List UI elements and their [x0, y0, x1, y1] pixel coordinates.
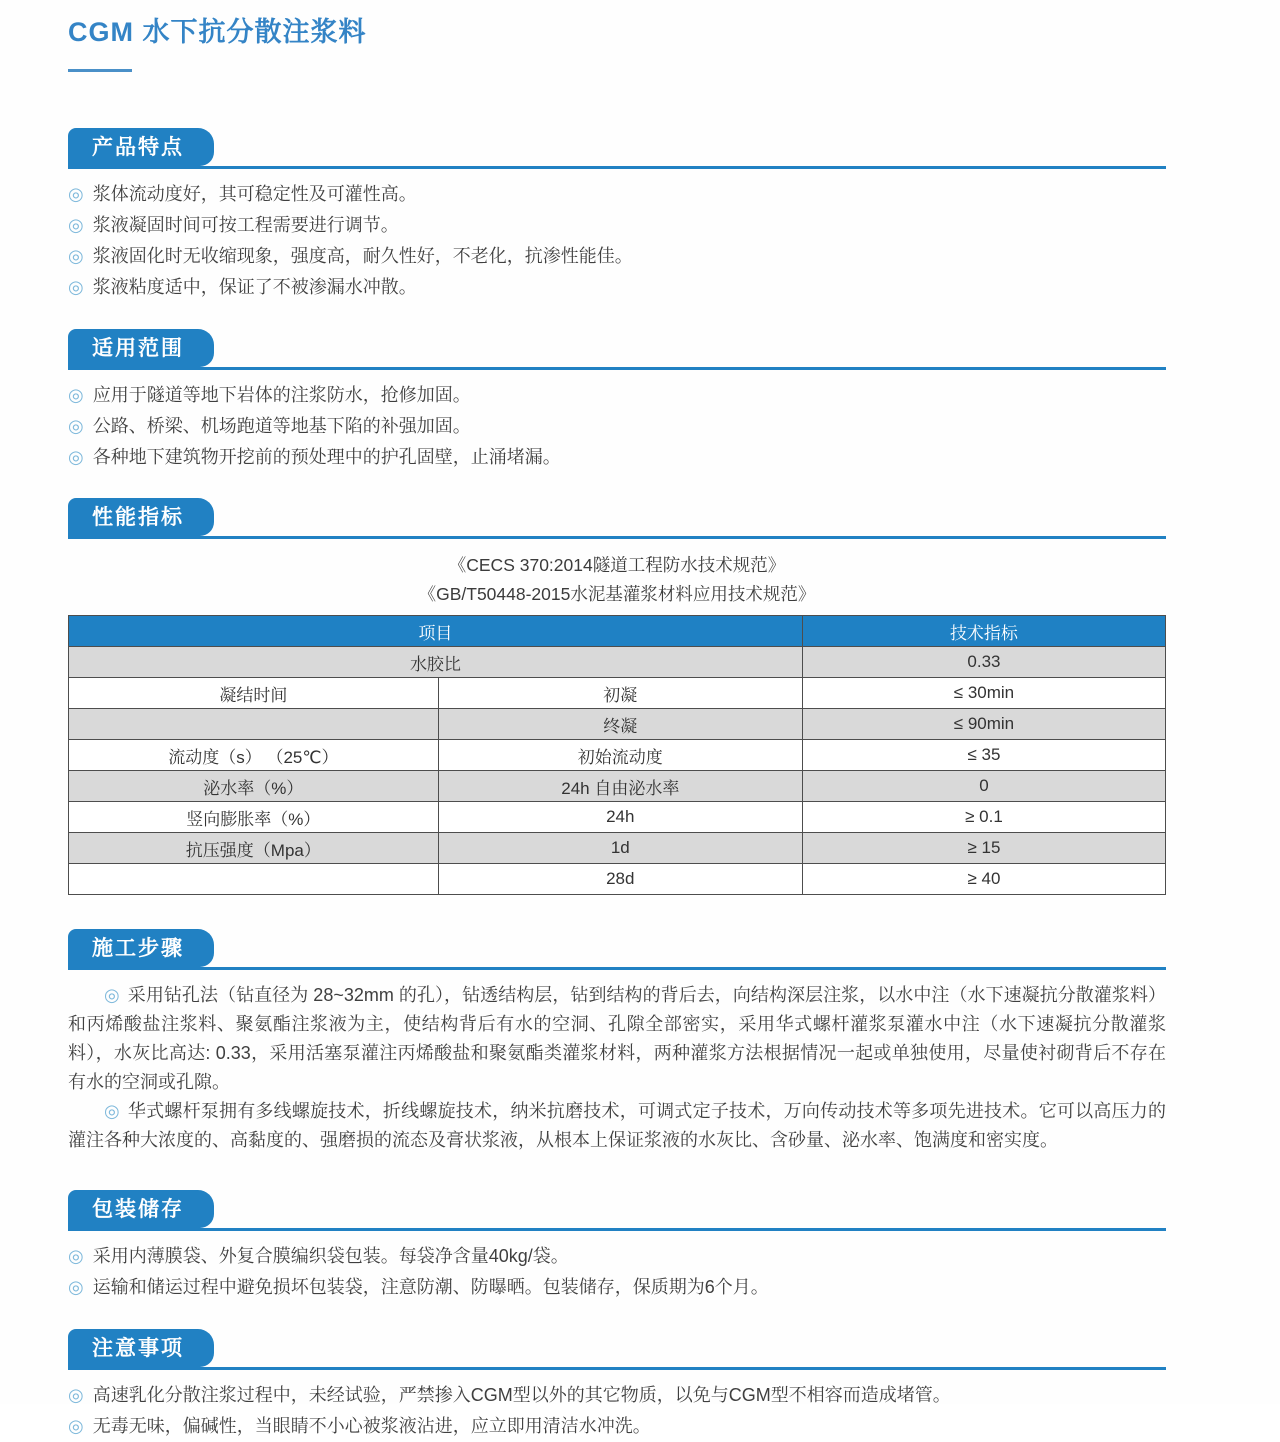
- construction-paragraph: [68, 981, 1166, 1097]
- table-row: [69, 771, 1166, 802]
- cell-sub: 1d: [438, 833, 802, 864]
- item-text: 浆液凝固时间可按工程需要进行调节。: [92, 215, 399, 235]
- section-heading-tab: 产品特点: [68, 128, 214, 166]
- list-item: [68, 380, 1166, 411]
- table-row: [69, 709, 1166, 740]
- table-row: [69, 802, 1166, 833]
- cell-item: 泌水率（%）: [69, 771, 439, 802]
- list-item: [68, 1241, 1166, 1272]
- item-text: 浆体流动度好，其可稳定性及可灌性高。: [92, 184, 417, 204]
- cell-item: 竖向膨胀率（%）: [69, 802, 439, 833]
- standards-block: [68, 551, 1166, 609]
- section-performance: [68, 498, 1166, 895]
- cell-value: 0.33: [802, 647, 1165, 678]
- table-header-row: [69, 616, 1166, 647]
- ring-bullet-icon: ◎: [68, 1416, 84, 1436]
- standard-line: 《CECS 370:2014隧道工程防水技术规范》: [448, 555, 786, 575]
- feature-list: [68, 179, 1166, 303]
- ring-bullet-icon: ◎: [68, 385, 84, 405]
- cell-sub: 24h 自由泌水率: [438, 771, 802, 802]
- ring-bullet-icon: ◎: [104, 1101, 120, 1121]
- page-title: CGM 水下抗分散注浆料: [68, 17, 367, 47]
- cell-value: ≥ 40: [802, 864, 1165, 895]
- item-text: 无毒无味，偏碱性，当眼睛不小心被浆液沾进，应立即用清洁水冲洗。: [92, 1416, 651, 1436]
- cell-item: [69, 864, 439, 895]
- notice-list: [68, 1380, 1166, 1442]
- table-row: [69, 740, 1166, 771]
- scope-list: [68, 380, 1166, 473]
- ring-bullet-icon: ◎: [68, 184, 84, 204]
- item-text: 采用内薄膜袋、外复合膜编织袋包装。每袋净含量40kg/袋。: [92, 1246, 569, 1266]
- cell-value: ≥ 15: [802, 833, 1165, 864]
- cell-value: ≤ 35: [802, 740, 1165, 771]
- section-underline: [68, 498, 1166, 539]
- section-heading-tab: 注意事项: [68, 1329, 214, 1367]
- cell-value: 0: [802, 771, 1165, 802]
- cell-sub: 终凝: [438, 709, 802, 740]
- list-item: [68, 1411, 1166, 1442]
- section-construction: [68, 929, 1166, 1155]
- ring-bullet-icon: ◎: [68, 1385, 84, 1405]
- cell-item: [69, 709, 439, 740]
- header-cell-item: 项目: [69, 616, 803, 647]
- section-underline: [68, 1190, 1166, 1231]
- paragraph-text: 采用钻孔法（钻直径为 28~32mm 的孔），钻透结构层，钻到结构的背后去，向结构深层注浆，以水中注（水下速凝抗分散灌浆料）和丙烯酸盐注浆料、聚氨酯注浆液为主，使结构背后有水的空洞、孔隙全部密实，采用华式螺杆灌浆泵灌水中注（水下速凝抗分散灌浆料），水灰比高达: 0.33，采用活塞泵灌注丙烯酸盐和聚氨酯类灌浆材料，两种灌浆方法根据情况一起或单独使用，尽量使衬砌背后不存在有水的空洞或孔隙。: [68, 985, 1166, 1092]
- cell-value: ≤ 90min: [802, 709, 1165, 740]
- cell-sub: 初凝: [438, 678, 802, 709]
- list-item: [68, 1272, 1166, 1303]
- construction-paragraphs: [68, 981, 1166, 1155]
- item-text: 公路、桥梁、机场跑道等地基下陷的补强加固。: [92, 416, 471, 436]
- packaging-list: [68, 1241, 1166, 1303]
- cell-value: ≤ 30min: [802, 678, 1165, 709]
- list-item: [68, 1380, 1166, 1411]
- table-row: [69, 864, 1166, 895]
- table-row: [69, 647, 1166, 678]
- list-item: [68, 411, 1166, 442]
- section-heading-tab: 包装储存: [68, 1190, 214, 1228]
- list-item: [68, 179, 1166, 210]
- cell-item: 水胶比: [69, 647, 803, 678]
- ring-bullet-icon: ◎: [68, 416, 84, 436]
- section-heading-tab: 施工步骤: [68, 929, 214, 967]
- list-item: [68, 442, 1166, 473]
- section-underline: [68, 329, 1166, 370]
- item-text: 运输和储运过程中避免损坏包装袋，注意防潮、防曝晒。包装储存，保质期为6个月。: [92, 1277, 769, 1297]
- list-item: [68, 272, 1166, 303]
- cell-item: 凝结时间: [69, 678, 439, 709]
- item-text: 应用于隧道等地下岩体的注浆防水，抢修加固。: [92, 385, 471, 405]
- section-heading-tab: 性能指标: [68, 498, 214, 536]
- ring-bullet-icon: ◎: [68, 277, 84, 297]
- section-underline: [68, 929, 1166, 970]
- cell-item: 流动度（s） （25℃）: [69, 740, 439, 771]
- cell-item: 抗压强度（Mpa）: [69, 833, 439, 864]
- ring-bullet-icon: ◎: [68, 447, 84, 467]
- list-item: [68, 241, 1166, 272]
- header-cell-index: 技术指标: [802, 616, 1165, 647]
- section-scope: [68, 329, 1166, 473]
- standard-line: 《GB/T50448-2015水泥基灌浆材料应用技术规范》: [418, 584, 816, 604]
- table-row: [69, 833, 1166, 864]
- section-underline: [68, 1329, 1166, 1370]
- section-notice: [68, 1329, 1166, 1442]
- section-features: [68, 128, 1166, 303]
- cell-sub: 28d: [438, 864, 802, 895]
- item-text: 各种地下建筑物开挖前的预处理中的护孔固壁，止涌堵漏。: [92, 447, 561, 467]
- section-packaging: [68, 1190, 1166, 1303]
- section-underline: [68, 128, 1166, 169]
- construction-paragraph: [68, 1097, 1166, 1155]
- ring-bullet-icon: ◎: [68, 1246, 84, 1266]
- cell-value: ≥ 0.1: [802, 802, 1165, 833]
- ring-bullet-icon: ◎: [68, 246, 84, 266]
- paragraph-text: 华式螺杆泵拥有多线螺旋技术，折线螺旋技术，纳米抗磨技术，可调式定子技术，万向传动技术等多项先进技术。它可以高压力的灌注各种大浓度的、高黏度的、强磨损的流态及膏状浆液，从根本上保证浆液的水灰比、含砂量、泌水率、饱满度和密实度。: [68, 1101, 1166, 1150]
- item-text: 浆液固化时无收缩现象，强度高，耐久性好，不老化，抗渗性能佳。: [92, 246, 633, 266]
- ring-bullet-icon: ◎: [68, 1277, 84, 1297]
- ring-bullet-icon: ◎: [104, 985, 120, 1005]
- item-text: 浆液粘度适中，保证了不被渗漏水冲散。: [92, 277, 417, 297]
- title-underline: [68, 69, 132, 72]
- cell-sub: 初始流动度: [438, 740, 802, 771]
- ring-bullet-icon: ◎: [68, 215, 84, 235]
- item-text: 高速乳化分散注浆过程中，未经试验，严禁掺入CGM型以外的其它物质，以免与CGM型不相容而造成堵管。: [92, 1385, 951, 1405]
- cell-sub: 24h: [438, 802, 802, 833]
- table-row: [69, 678, 1166, 709]
- section-heading-tab: 适用范围: [68, 329, 214, 367]
- performance-table: [68, 615, 1166, 895]
- list-item: [68, 210, 1166, 241]
